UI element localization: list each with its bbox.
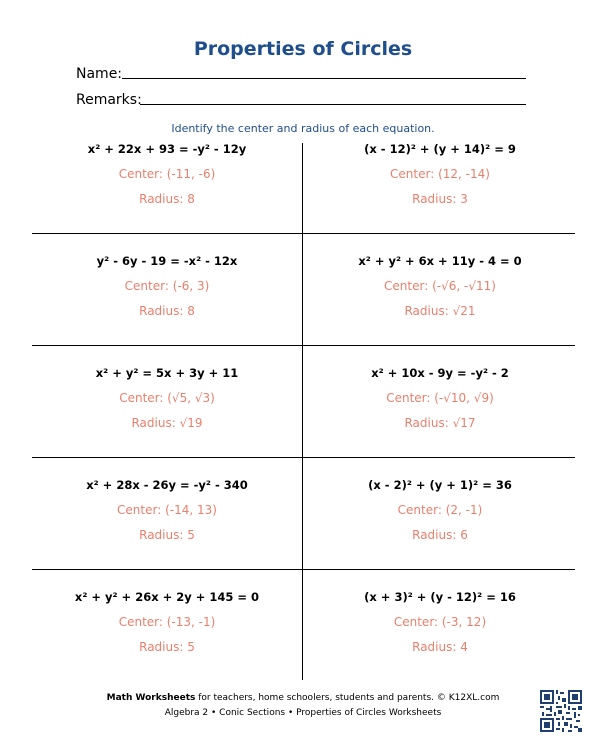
- page-title: Properties of Circles: [193, 38, 413, 60]
- radius-answer: Radius: 3: [412, 192, 468, 206]
- radius-answer: Radius: 5: [139, 528, 195, 542]
- equation: (x + 3)² + (y - 12)² = 16: [364, 590, 516, 604]
- radius-answer: Radius: 5: [139, 640, 195, 654]
- center-answer: Center: (-6, 3): [124, 279, 210, 293]
- radius-answer: Radius: √19: [131, 416, 203, 430]
- radius-answer: Radius: 8: [139, 192, 195, 206]
- equation: x² + 10x - 9y = -y² - 2: [371, 366, 509, 380]
- footer-text: for teachers, home schoolers, students and parents. © K12XL.com: [195, 693, 500, 703]
- equation: x² + 28x - 26y = -y² - 340: [86, 478, 248, 492]
- equation: y² - 6y - 19 = -x² - 12x: [96, 254, 238, 268]
- column-divider: [302, 143, 303, 680]
- center-answer: Center: (-√10, √9): [386, 391, 494, 405]
- remarks-underline: [140, 104, 526, 105]
- instructions: Identify the center and radius of each equation.: [171, 122, 435, 135]
- radius-answer: Radius: √17: [404, 416, 476, 430]
- center-answer: Center: (√5, √3): [119, 391, 215, 405]
- remarks-label: Remarks:: [76, 92, 142, 108]
- equation: x² + 22x + 93 = -y² - 12y: [87, 142, 247, 156]
- name-underline: [122, 78, 526, 79]
- equation: (x - 2)² + (y + 1)² = 36: [368, 478, 512, 492]
- qr-code-icon[interactable]: [540, 690, 582, 732]
- center-answer: Center: (-3, 12): [393, 615, 487, 629]
- center-answer: Center: (-14, 13): [117, 503, 217, 517]
- name-field[interactable]: [76, 66, 122, 82]
- footer-brand[interactable]: Math Worksheets: [106, 693, 196, 703]
- center-answer: Center: (2, -1): [397, 503, 483, 517]
- center-answer: Center: (-√6, -√11): [384, 279, 496, 293]
- radius-answer: Radius: 4: [412, 640, 468, 654]
- center-answer: Center: (12, -14): [390, 167, 490, 181]
- radius-answer: Radius: 6: [412, 528, 468, 542]
- radius-answer: Radius: √21: [404, 304, 476, 318]
- name-label: Name:: [76, 66, 123, 82]
- row-divider: [32, 233, 575, 234]
- radius-answer: Radius: 8: [139, 304, 195, 318]
- center-answer: Center: (-13, -1): [118, 615, 216, 629]
- equation: x² + y² = 5x + 3y + 11: [95, 366, 239, 380]
- row-divider: [32, 569, 575, 570]
- row-divider: [32, 457, 575, 458]
- center-answer: Center: (-11, -6): [118, 167, 216, 181]
- footer-breadcrumb: Algebra 2 • Conic Sections • Properties of Circles Worksheets: [164, 708, 442, 718]
- equation: x² + y² + 6x + 11y - 4 = 0: [358, 254, 522, 268]
- row-divider: [32, 345, 575, 346]
- equation: x² + y² + 26x + 2y + 145 = 0: [74, 590, 260, 604]
- footer-credit: [0, 693, 606, 703]
- remarks-field[interactable]: [76, 92, 142, 108]
- equation: (x - 12)² + (y + 14)² = 9: [364, 142, 516, 156]
